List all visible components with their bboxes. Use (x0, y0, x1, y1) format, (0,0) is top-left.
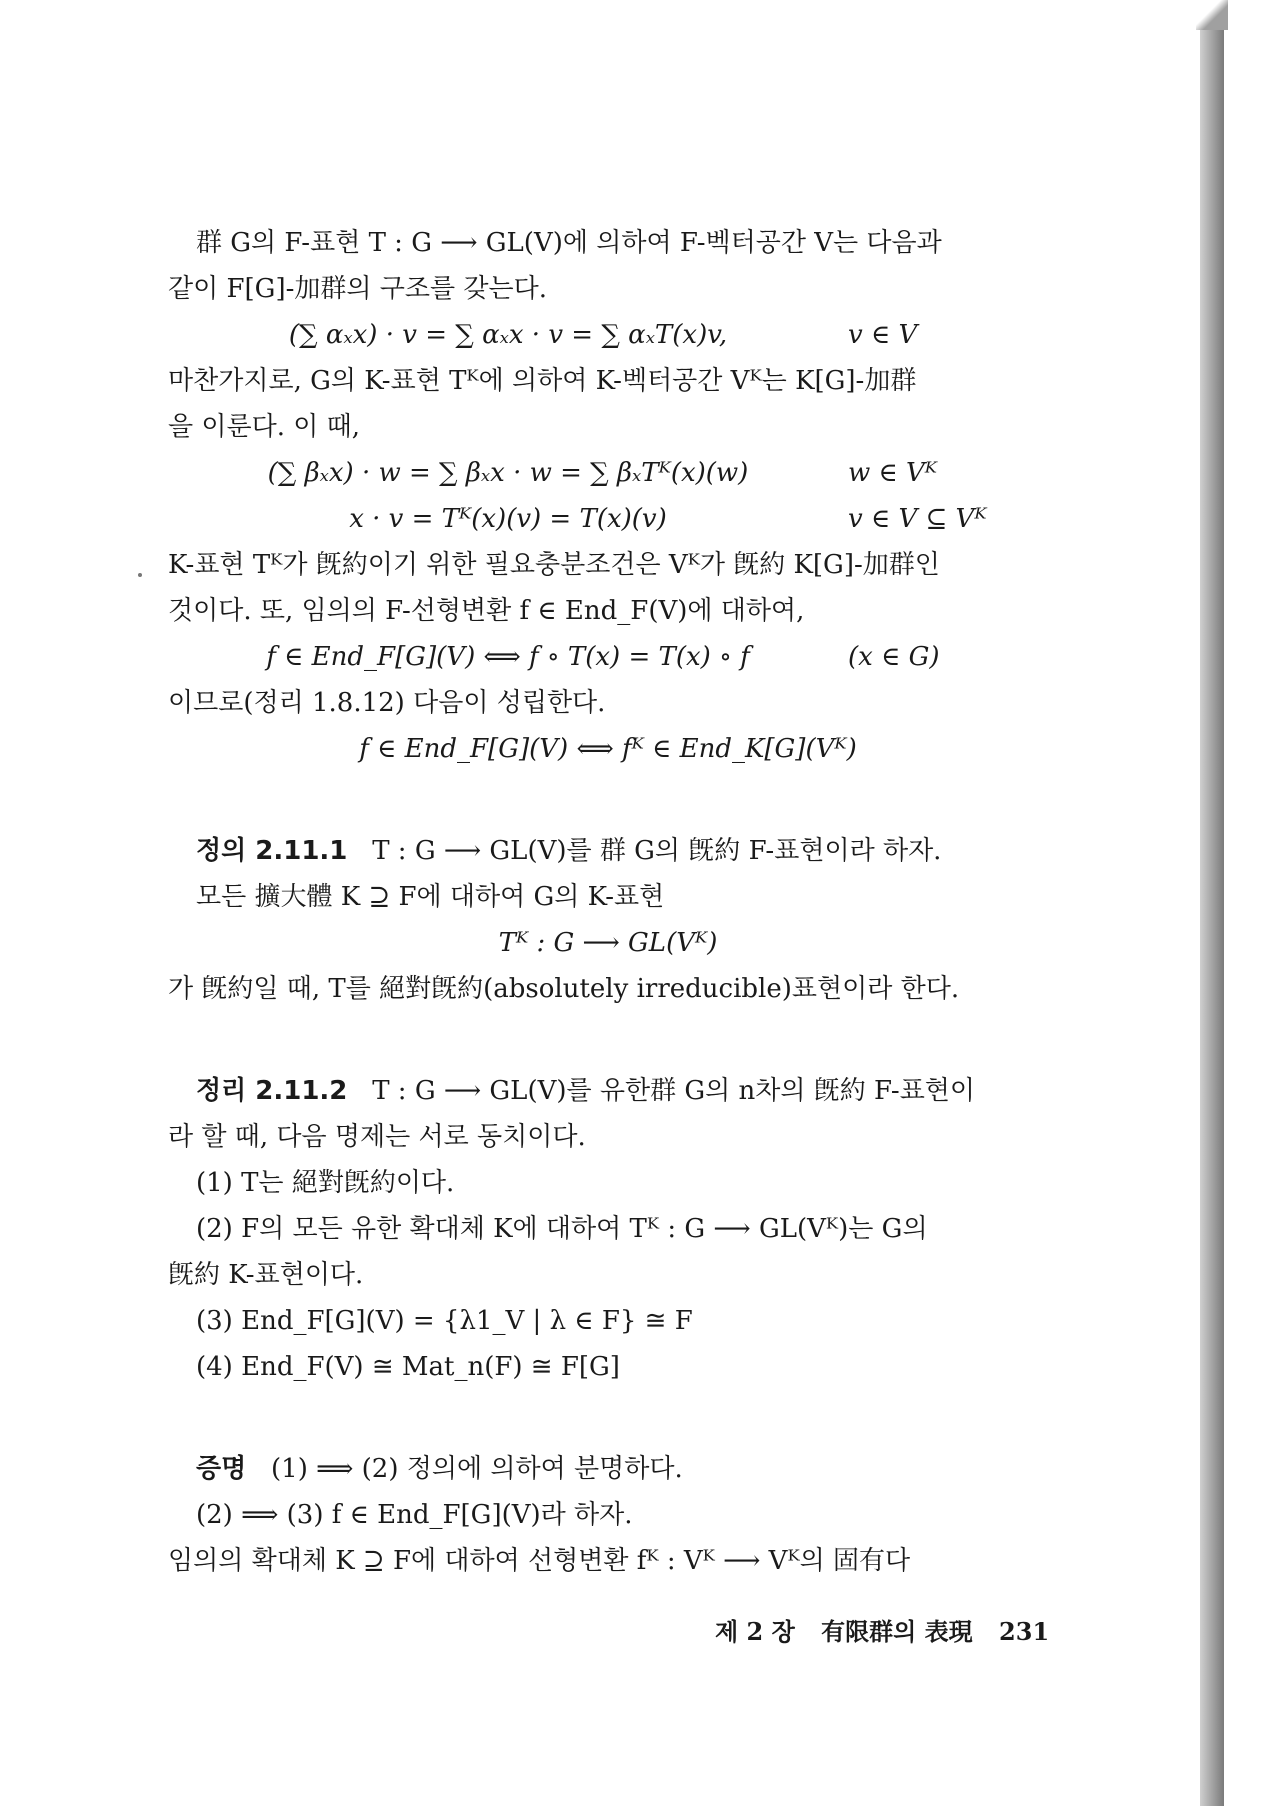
theorem-label: 정리 2.11.2 (196, 1076, 348, 1106)
equation-2 (168, 450, 1048, 496)
theorem-text-1: T : G ⟶ GL(V)를 유한群 G의 n차의 旣約 F-표현이 (372, 1076, 976, 1106)
theorem-item-3: (3) End_F[G](V) = {λ1_V | λ ∈ F} ≅ F (196, 1306, 693, 1336)
equation-3-expression: x · v = Tᴷ(x)(v) = T(x)(v) (349, 504, 667, 534)
equation-1-expression: (∑ αₓx) · v = ∑ αₓx · v = ∑ αₓT(x)v, (288, 320, 728, 350)
proof-label: 증명 (196, 1454, 247, 1484)
definition-label: 정의 2.11.1 (196, 836, 348, 866)
equation-5 (168, 726, 1048, 772)
equation-3 (168, 496, 1048, 542)
equation-4 (168, 634, 1048, 680)
equation-5-expression: f ∈ End_F[G](V) ⟺ fᴷ ∈ End_K[G](Vᴷ) (359, 734, 857, 764)
theorem-item-4: (4) End_F(V) ≅ Mat_n(F) ≅ F[G] (196, 1352, 620, 1382)
theorem-item-2: (2) F의 모든 유한 확대체 K에 대하여 Tᴷ : G ⟶ GL(Vᴷ)는 G의 (196, 1214, 928, 1244)
definition-line-3: 가 旣約일 때, T를 絕對旣約(absolutely irreducible)표현이라 한다. (168, 974, 960, 1004)
theorem-line-2: 라 할 때, 다음 명제는 서로 동치이다. (168, 1122, 586, 1152)
page-content (168, 220, 1048, 1584)
page-edge-shadow (1200, 0, 1224, 1806)
theorem-line-1 (168, 1068, 1048, 1114)
paragraph-2-line-1: 마찬가지로, G의 K-표현 Tᴷ에 의하여 K-벡터공간 Vᴷ는 K[G]-加群 (168, 366, 917, 396)
page-number: 231 (999, 1617, 1050, 1646)
proof-line-1 (168, 1446, 1048, 1492)
definition-line-1 (168, 828, 1048, 874)
proof-line-3: 임의의 확대체 K ⊇ F에 대하여 선형변환 fᴷ : Vᴷ ⟶ Vᴷ의 固有다 (168, 1546, 911, 1576)
definition-equation (168, 920, 1048, 966)
footer-title: 有限群의 表現 (821, 1617, 973, 1646)
definition-text-1: T : G ⟶ GL(V)를 群 G의 旣約 F-표현이라 하자. (372, 836, 942, 866)
equation-4-expression: f ∈ End_F[G](V) ⟺ f ∘ T(x) = T(x) ∘ f (266, 642, 750, 672)
equation-1 (168, 312, 1048, 358)
definition-line-2: 모든 擴大體 K ⊇ F에 대하여 G의 K-표현 (196, 882, 665, 912)
paragraph-2-line-2: 을 이룬다. 이 때, (168, 412, 361, 442)
running-footer (715, 1612, 1067, 1647)
footer-chapter: 제 2 장 (715, 1617, 795, 1646)
paragraph-1-line-1: 群 G의 F-표현 T : G ⟶ GL(V)에 의하여 F-벡터공간 V는 다음과 (196, 228, 942, 258)
paragraph-4: 이므로(정리 1.8.12) 다음이 성립한다. (168, 688, 606, 718)
definition-equation-expression: Tᴷ : G ⟶ GL(Vᴷ) (498, 928, 718, 958)
equation-2-expression: (∑ βₓx) · w = ∑ βₓx · w = ∑ βₓTᴷ(x)(w) (267, 458, 749, 488)
equation-2-condition: w ∈ Vᴷ (848, 458, 938, 488)
equation-3-condition: v ∈ V ⊆ Vᴷ (848, 504, 987, 534)
scan-mark (138, 573, 142, 577)
proof-line-2: (2) ⟹ (3) f ∈ End_F[G](V)라 하자. (196, 1500, 633, 1530)
equation-1-condition: v ∈ V (848, 320, 918, 350)
paragraph-3-line-1: K-표현 Tᴷ가 旣約이기 위한 필요충분조건은 Vᴷ가 旣約 K[G]-加群인 (168, 550, 940, 580)
theorem-item-2-continued: 旣約 K-표현이다. (168, 1260, 364, 1290)
paragraph-1-line-2: 같이 F[G]-加群의 구조를 갖는다. (168, 274, 547, 304)
paragraph-3-line-2: 것이다. 또, 임의의 F-선형변환 f ∈ End_F(V)에 대하여, (168, 596, 805, 626)
page-corner-fold (1196, 0, 1228, 30)
equation-4-condition: (x ∈ G) (848, 642, 940, 672)
theorem-item-1: (1) T는 絕對旣約이다. (196, 1168, 455, 1198)
proof-text-1: (1) ⟹ (2) 정의에 의하여 분명하다. (271, 1454, 683, 1484)
